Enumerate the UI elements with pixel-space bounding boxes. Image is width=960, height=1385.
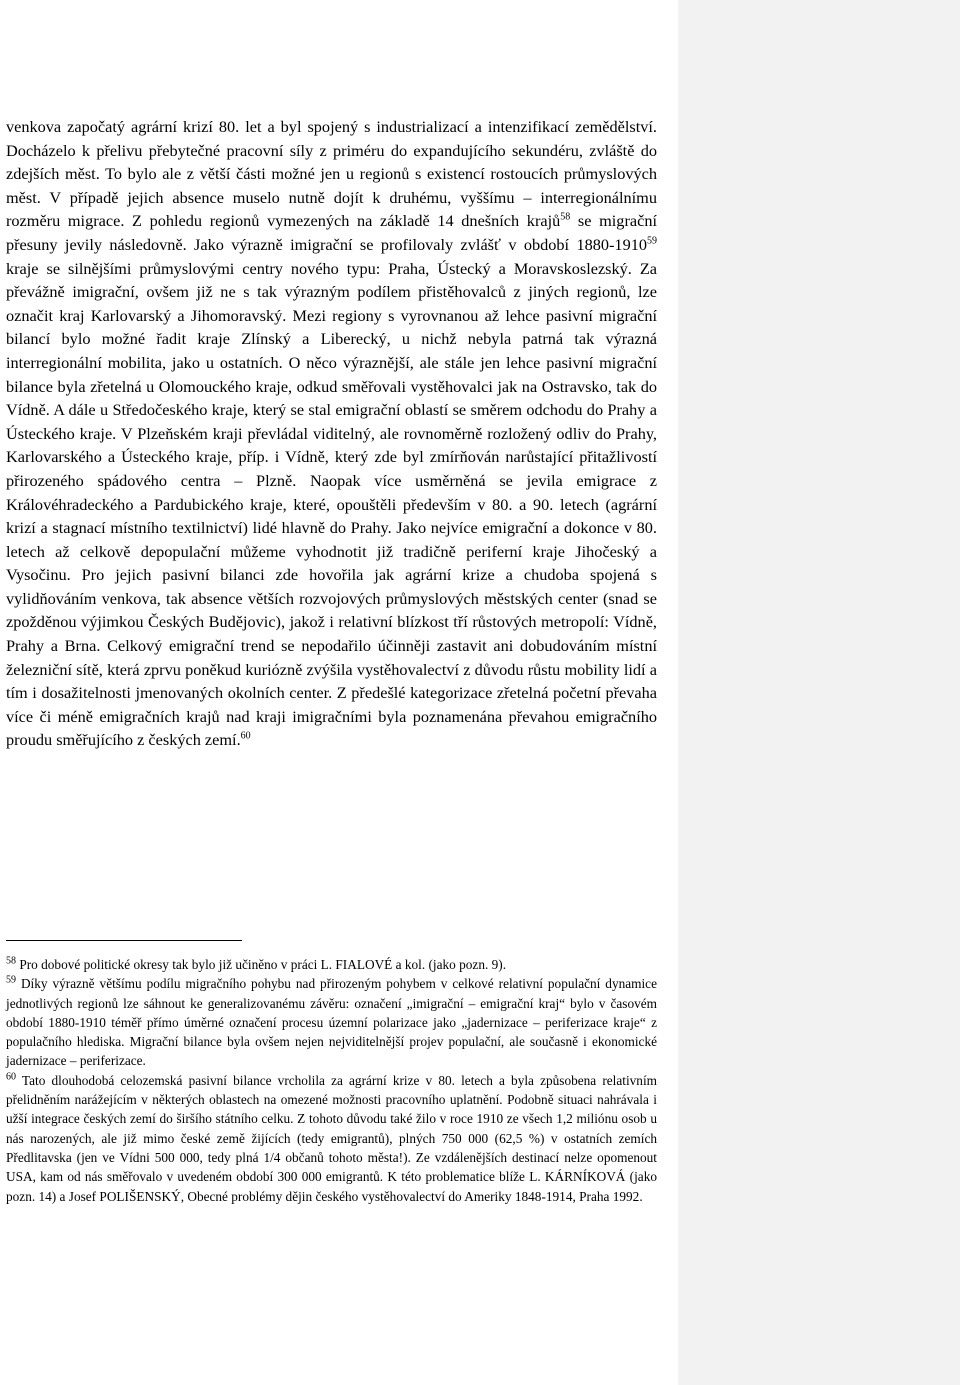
footnote-58 xyxy=(6,955,657,974)
footnote-ref-59[interactable]: 59 xyxy=(647,235,657,247)
footnote-number: 60 xyxy=(6,1071,16,1083)
footnote-ref-60[interactable]: 60 xyxy=(240,731,251,743)
comment-margin xyxy=(678,0,960,1385)
footnote-text: Tato dlouhodobá celozemská pasivní bilance vrcholila za agrární krize v 80. letech a byla způsobena relativním přelidněním narážejícím v některých oblastech na omezené možnosti pracovního uplatnění. Podobně situaci nahrávala i užší integrace českých zemí do širšího státního celku. Z tohoto důvodu také žilo v roce 1910 ze všech 1,2 miliónu osob u nás narozených, ale již mimo české země žijících (tedy emigrantů), plných 750 000 (62,5 %) v ostatních zemích Předlitavska (jen ve Vídni 500 000, tedy plná 1/4 občanů tohoto města!). Ze vzdálenějších destinací nelze opomenout USA, kam od nás směřovalo v uvedeném období 300 000 emigrantů. K této problematice blíže L. KÁRNÍKOVÁ (jako pozn. 14) a Josef POLIŠENSKÝ, Obecné problémy dějin českého vystěhovalectví do Ameriky 1848-1914, Praha 1992. xyxy=(6,1072,657,1204)
footnote-59 xyxy=(6,974,657,1070)
footnote-number: 58 xyxy=(6,955,16,967)
body-paragraph xyxy=(6,115,657,752)
footnote-separator xyxy=(6,940,242,941)
footnote-ref-58[interactable]: 58 xyxy=(560,211,571,223)
footnotes-section xyxy=(6,955,657,1206)
footnote-number: 59 xyxy=(6,974,16,986)
footnote-60 xyxy=(6,1071,657,1206)
body-text-part-2: se migrační přesuny jevily následovně. Jako výrazně imigrační se profilovaly zvlášť v období 1880-1910 xyxy=(6,211,657,254)
body-text-part-3: kraje se silnějšími průmyslovými centry nového typu: Praha, Ústecký a Moravskoslezský. Za převážně imigrační, ovšem již ne s tak výrazným podílem přistěhovalců z jiných regionů, lze označit kraj Karlovarský a Jihomoravský. Mezi regiony s vyrovnanou až lehce pasivní migrační bilancí bylo možné řadit kraje Zlínský a Liberecký, u nichž nebyla patrná tak výrazná interregionální mobilita, jako u ostatních. O něco výraznější, ale stále jen lehce pasivní migrační bilance byla zřetelná u Olomouckého kraje, odkud směřovali vystěhovalci jak na Ostravsko, tak do Vídně. A dále u Středočeského kraje, který se stal emigrační oblastí se směrem odchodu do Prahy a Ústeckého kraje. V Plzeňském kraji převládal viditelný, ale rovnoměrně rozložený odliv do Prahy, Karlovarského a Ústeckého kraje, příp. i Vídně, který zde byl zmírňován narůstající přitažlivostí přirozeného spádového centra – Plzně. Naopak více usměrněná se jevila emigrace z Královéhradeckého a Pardubického kraje, které, opouštěli především v 80. a 90. letech (agrární krizí a stagnací místního textilnictví) lidé hlavně do Prahy. Jako nejvíce emigrační a dokonce v 80. letech až celkově depopulační můžeme vyhodnotit již tradičně periferní kraje Jihočeský a Vysočinu. Pro jejich pasivní bilanci zde hovořila jak agrární krize a chudoba spojená s vylidňováním venkova, tak absence větších rozvojových průmyslových městských center (snad se zpožděnou výjimkou Českých Budějovic), jakož i relativní blízkost tří růstových metropolí: Vídně, Prahy a Brna. Celkový emigrační trend se nepodařilo účinněji zastavit ani dobudováním místní železniční sítě, která zprvu poněkud kuriózně zvýšila vystěhovalectví z důvodu růstu mobility lidí a tím i dosažitelnosti jmenovaných okolních center. Z předešlé kategorizace zřetelná početní převaha více či méně emigračních krajů nad kraji imigračními byla poznamenána převahou emigračního proudu směřujícího z českých zemí. xyxy=(6,258,657,750)
body-text-part-1: venkova započatý agrární krizí 80. let a byl spojený s industrializací a intenzifikací zemědělství. Docházelo k přelivu přebytečné pracovní síly z priméru do expandujícího sekundéru, zvláště do zdejších měst. To bylo ale z větší části možné jen u regionů s existencí rostoucích průmyslových měst. V případě jejich absence muselo nutně dojít k druhému, vyššímu – interregionálnímu rozměru migrace. Z pohledu regionů vymezených na základě 14 dnešních krajů xyxy=(6,117,657,231)
footnote-text: Díky výrazně většímu podílu migračního pohybu nad přirozeným pohybem v celkové relativní populační dynamice jednotlivých regionů lze sáhnout ke generalizovanému závěru: označení „imigrační – emigrační kraj“ bylo v časovém období 1880-1910 téměř přímo úměrné označení procesu územní polarizace jako „jadernizace – periferizace kraje“ z populačního hlediska. Migrační bilance byla ovšem nejen nejviditelnější projev populační, ale současně i ekonomické jadernizace – periferizace. xyxy=(6,976,657,1069)
footnote-text: Pro dobové politické okresy tak bylo již učiněno v práci L. FIALOVÉ a kol. (jako pozn. 9). xyxy=(16,957,507,972)
